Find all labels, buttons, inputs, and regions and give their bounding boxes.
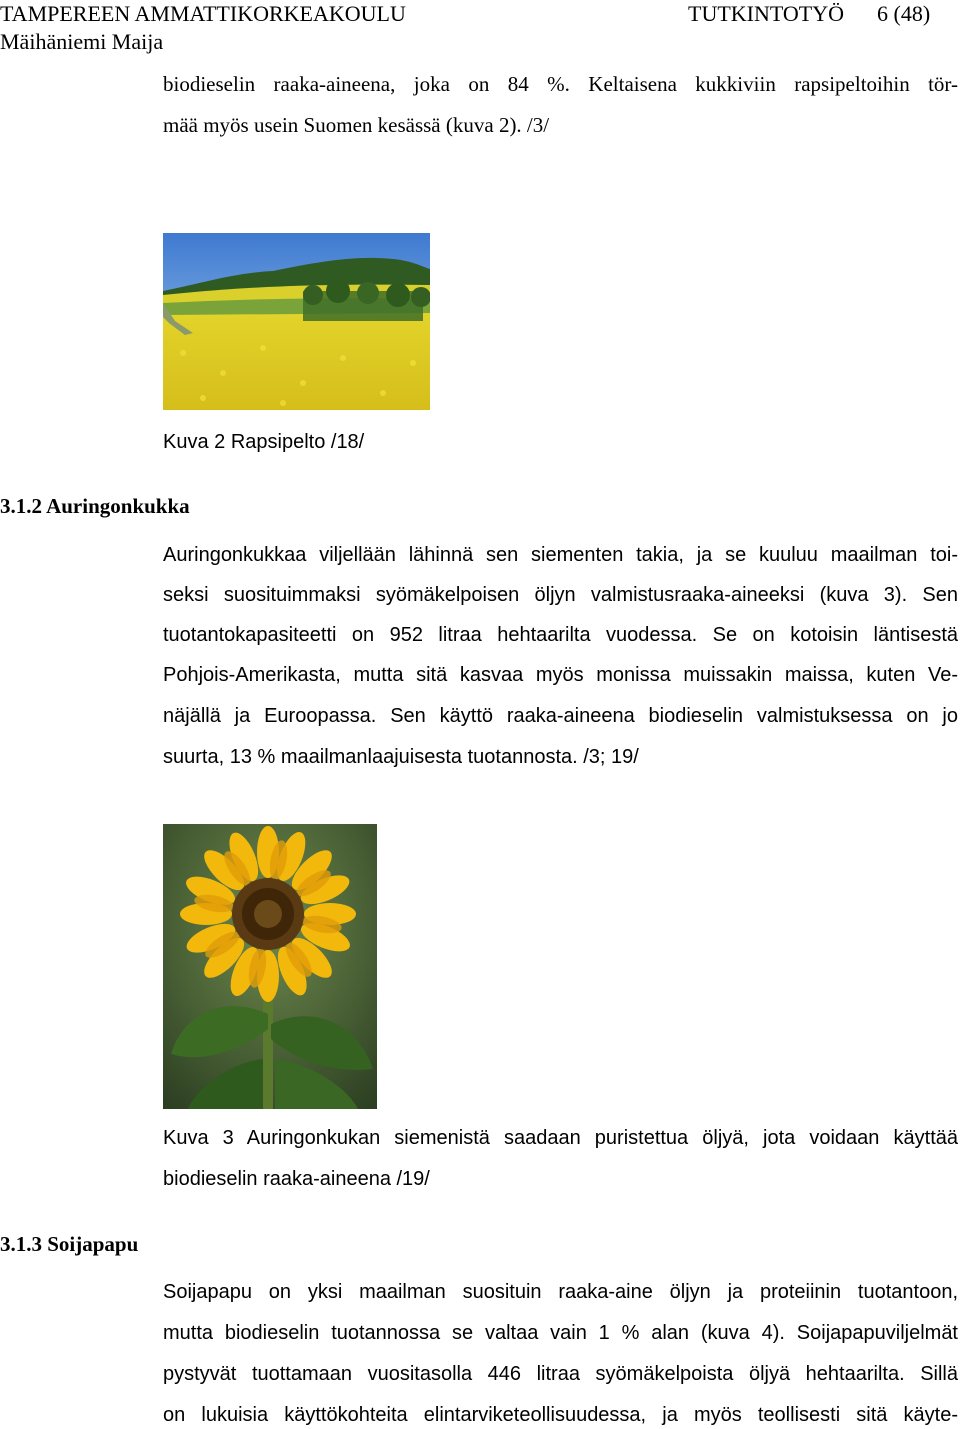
section-heading-3-1-2: 3.1.2 Auringonkukka (0, 494, 190, 518)
body-line: Pohjois-Amerikasta, mutta sitä kasvaa myös monissa muissakin maissa, kuten Ve- (163, 664, 958, 686)
body-line: näjällä ja Euroopassa. Sen käyttö raaka-aineena biodieselin valmistuksessa on jo (163, 705, 958, 727)
header-author: Mäihäniemi Maija (0, 29, 164, 54)
body-line: mää myös usein Suomen kesässä (kuva 2). /3/ (163, 113, 550, 137)
body-line: biodieselin raaka-aineena, joka on 84 %. Keltaisena kukkiviin rapsipeltoihin tör- (163, 72, 958, 96)
body-line: Auringonkukkaa viljellään lähinnä sen siementen takia, ja se kuuluu maailman toi- (163, 544, 958, 566)
body-line: seksi suosituimmaksi syömäkelpoisen öljyn valmistusraaka-aineeksi (kuva 3). Sen (163, 584, 958, 606)
body-line: suurta, 13 % maailmanlaajuisesta tuotannosta. /3; 19/ (163, 746, 639, 768)
header-doc-type: TUTKINTOTYÖ (688, 1, 845, 26)
figure-3-caption-line-2: biodieselin raaka-aineena /19/ (163, 1168, 430, 1190)
sunflower-photo (163, 824, 377, 1109)
body-line: Soijapapu on yksi maailman suosituin raaka-aine öljyn ja proteiinin tuotantoon, (163, 1281, 958, 1303)
body-line: on lukuisia käyttökohteita elintarviketeollisuudessa, ja myös teollisesti sitä käyte- (163, 1404, 958, 1426)
body-line: pystyvät tuottamaan vuositasolla 446 litraa syömäkelpoista öljyä hehtaarilta. Sillä (163, 1363, 958, 1385)
section-heading-3-1-3: 3.1.3 Soijapapu (0, 1232, 139, 1256)
body-line: mutta biodieselin tuotannossa se valtaa vain 1 % alan (kuva 4). Soijapapuviljelmät (163, 1322, 958, 1344)
header-page-number: 6 (48) (877, 1, 931, 26)
rapeseed-field-photo (163, 233, 430, 410)
body-line: tuotantokapasiteetti on 952 litraa hehtaarilta vuodessa. Se on kotoisin läntisestä (163, 624, 958, 646)
header-institution: TAMPEREEN AMMATTIKORKEAKOULU (0, 1, 406, 26)
figure-3-caption-line-1: Kuva 3 Auringonkukan siemenistä saadaan puristettua öljyä, jota voidaan käyttää (163, 1127, 958, 1149)
figure-2-caption: Kuva 2 Rapsipelto /18/ (163, 431, 365, 453)
